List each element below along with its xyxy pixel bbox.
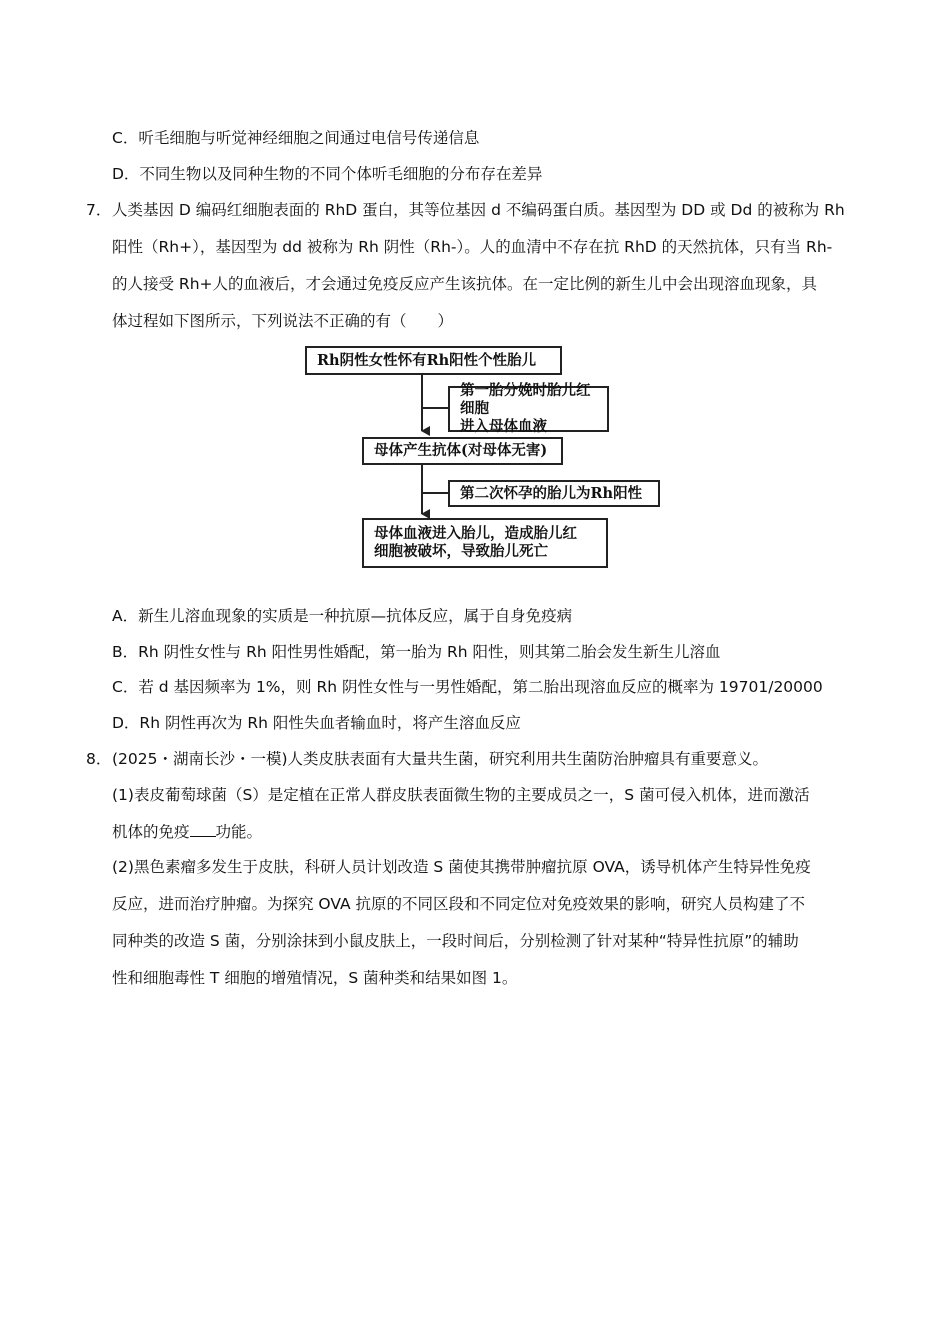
flow-note-1-text: 第一胎分娩时胎儿红细胞 进入母体血液 (460, 382, 591, 435)
flow-box-3 (362, 518, 608, 568)
q8-stem: (2025・湖南长沙・一模)人类皮肤表面有大量共生菌，研究利用共生菌防治肿瘤具有重要意义。 (112, 750, 769, 768)
q7-number: 7． (86, 201, 112, 219)
flow-note-2-text: 第二次怀孕的胎儿为Rh阳性 (460, 484, 643, 502)
q8-answer-blank[interactable] (190, 822, 216, 837)
q7-option-a: A．新生儿溶血现象的实质是一种抗原—抗体反应，属于自身免疫病 (112, 607, 573, 625)
flow-box-1-text: Rh阴性女性怀有Rh阳性个性胎儿 (317, 351, 537, 369)
q7-stem-line-2: 阳性（Rh+），基因型为 dd 被称为 Rh 阴性（Rh-）。人的血清中不存在抗 RhD 的天然抗体，只有当 Rh- (112, 238, 833, 256)
flow-box-3-text: 母体血液进入胎儿，造成胎儿红 细胞被破坏，导致胎儿死亡 (374, 525, 577, 560)
q6-option-c: C．听毛细胞与听觉神经细胞之间通过电信号传递信息 (112, 129, 480, 147)
q8-part1-pre: 机体的免疫 (112, 823, 190, 841)
q8-part2-line-1: (2)黑色素瘤多发生于皮肤，科研人员计划改造 S 菌使其携带肿瘤抗原 OVA，诱导机体产生特异性免疫 (112, 858, 811, 876)
flow-box-1 (305, 346, 562, 375)
flow-note-2 (448, 480, 660, 507)
q8-part2-line-4: 性和细胞毒性 T 细胞的增殖情况，S 菌种类和结果如图 1。 (112, 969, 518, 987)
flow-note-1 (448, 382, 609, 435)
q7-stem-line-4: 体过程如下图所示，下列说法不正确的有（ ） (112, 312, 454, 330)
flowchart-connectors (0, 0, 950, 600)
q8-part2-line-3: 同种类的改造 S 菌，分别涂抹到小鼠皮肤上，一段时间后，分别检测了针对某种“特异性抗原”的辅助 (112, 932, 799, 950)
q8-number: 8． (86, 750, 112, 768)
q7-option-b: B．Rh 阴性女性与 Rh 阳性男性婚配，第一胎为 Rh 阳性，则其第二胎会发生新生儿溶血 (112, 643, 721, 661)
q8-part2-line-2: 反应，进而治疗肿瘤。为探究 OVA 抗原的不同区段和不同定位对免疫效果的影响，研究人员构建了不 (112, 895, 805, 913)
q7-stem-line-1: 人类基因 D 编码红细胞表面的 RhD 蛋白，其等位基因 d 不编码蛋白质。基因型为 DD 或 Dd 的被称为 Rh (112, 201, 845, 219)
q8-part1-line-2 (112, 822, 262, 842)
flow-box-2 (362, 437, 563, 465)
q6-option-d: D．不同生物以及同种生物的不同个体听毛细胞的分布存在差异 (112, 165, 543, 183)
q8-part1-post: 功能。 (215, 823, 263, 841)
q7-option-c: C．若 d 基因频率为 1%，则 Rh 阴性女性与一男性婚配，第二胎出现溶血反应的概率为 19701/20000 (112, 678, 823, 696)
q8-part1-line-1: (1)表皮葡萄球菌（S）是定植在正常人群皮肤表面微生物的主要成员之一，S 菌可侵入机体，进而激活 (112, 786, 810, 804)
q7-stem-line-3: 的人接受 Rh+人的血液后，才会通过免疫反应产生该抗体。在一定比例的新生儿中会出现溶血现象，具 (112, 275, 818, 293)
flow-box-2-text: 母体产生抗体(对母体无害) (374, 442, 548, 459)
q7-option-d: D．Rh 阴性再次为 Rh 阳性失血者输血时，将产生溶血反应 (112, 714, 521, 732)
